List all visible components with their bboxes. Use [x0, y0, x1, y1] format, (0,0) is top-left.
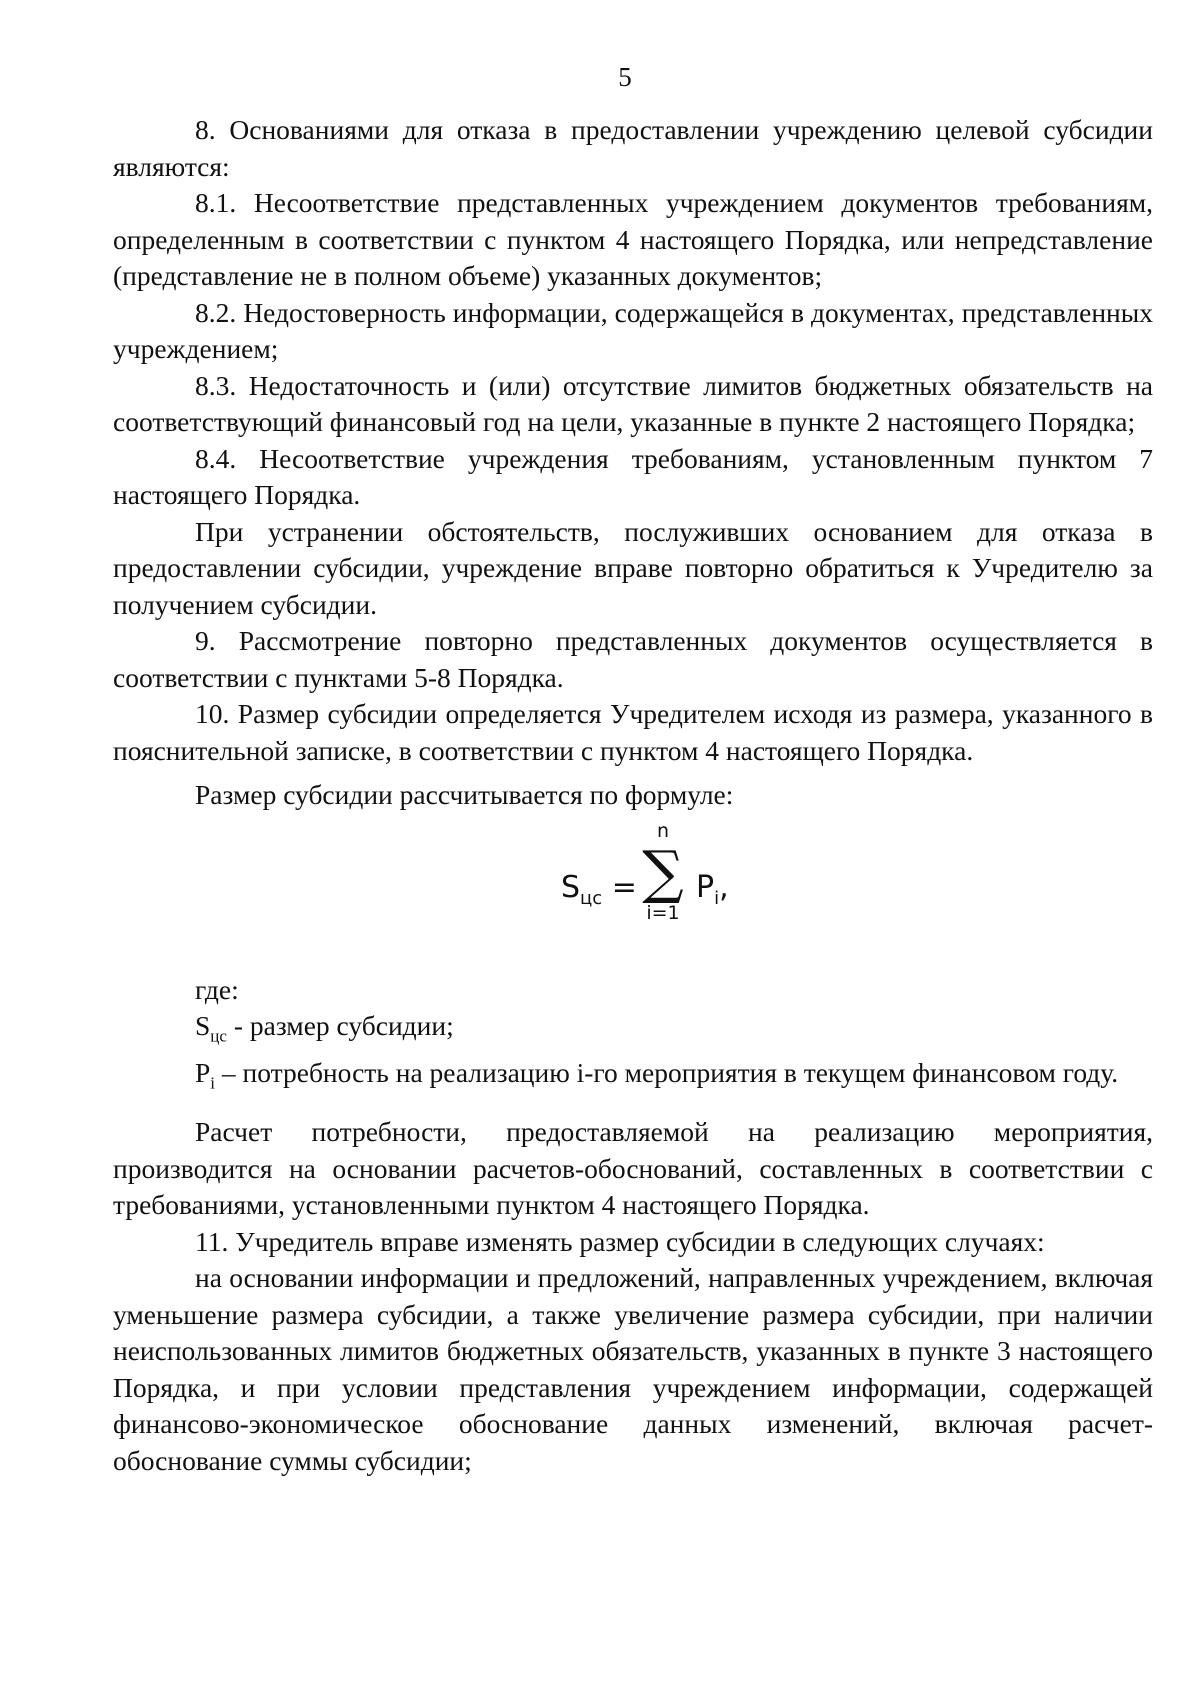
definition-p-subscript: i [210, 1073, 216, 1093]
definition-p-text: – потребность на реализацию i-го мероприятия в текущем финансовом году. [215, 1057, 1119, 1088]
paragraph-11: 11. Учредитель вправе изменять размер субсидии в следующих случаях: [195, 1225, 1045, 1257]
paragraph-8-2: 8.2. Недостоверность информации, содержащейся в документах, представленных учреждением; [113, 296, 1153, 364]
formula-term [696, 870, 729, 918]
paragraph-8-4: 8.4. Несоответствие учреждения требованиям, установленным пунктом 7 настоящего Порядка. [113, 442, 1153, 510]
paragraph-8-3: 8.3. Недостаточность и (или) отсутствие лимитов бюджетных обязательств на соответствующий финансовый год на цели, указанные в пункте 2 настоящего Порядка; [113, 369, 1153, 437]
subsidy-formula [113, 820, 1153, 970]
formula-term-symbol: P [696, 869, 715, 905]
sigma-symbol: ∑ [642, 837, 684, 906]
paragraph-10-calc: Расчет потребности, предоставляемой на реализацию мероприятия, производится на основании расчетов-обоснований, составленных в соответствии с требованиями, установленными пунктом 4 настоящего Порядка. [113, 1116, 1153, 1220]
where-label: где: [195, 973, 239, 1005]
formula-lhs [561, 870, 637, 918]
formula-intro: Размер субсидии рассчитывается по формуле: [195, 779, 734, 810]
formula-lhs-subscript: цс [580, 887, 603, 909]
paragraph-10: 10. Размер субсидии определяется Учредителем исходя из размера, указанного в пояснительной записке, в соответствии с пунктом 4 настоящего Порядка. [113, 698, 1153, 766]
document-body [113, 112, 1153, 1479]
paragraph-8-1: 8.1. Несоответствие представленных учреждением документов требованиям, определенным в соответствии с пунктом 4 настоящего Порядка, или непредставление (представление не в полном объеме) указанных документов; [113, 187, 1153, 291]
formula-summation [633, 820, 693, 924]
formula-lhs-symbol: S [561, 869, 581, 905]
formula-term-suffix: , [719, 869, 729, 905]
definition-p [113, 1055, 1153, 1102]
definition-s-subscript: цс [210, 1026, 227, 1046]
formula-equals: = [611, 869, 637, 905]
definition-p-symbol: P [195, 1057, 211, 1088]
formula-upper-limit: n [656, 819, 670, 842]
definition-s-symbol: S [195, 1010, 211, 1041]
paragraph-9: 9. Рассмотрение повторно представленных документов осуществляется в соответствии с пунктами 5-8 Порядка. [113, 625, 1153, 693]
definition-s-text: - размер субсидии; [226, 1010, 454, 1041]
paragraph-11-case-1: на основании информации и предложений, направленных учреждением, включая уменьшение размера субсидии, а также увеличение размера субсидии, при наличии неиспользованных лимитов бюджетных обязательств, указанных в пункте 3 настоящего Порядка, и при условии представления учреждением информации, содержащей финансово-экономическое обоснование данных изменений, включая расчет-обоснование суммы субсидии; [113, 1262, 1153, 1476]
page-number: 5 [618, 62, 632, 92]
formula-term-subscript: i [714, 887, 720, 909]
definition-s [113, 1008, 1153, 1055]
paragraph-8-tail: При устранении обстоятельств, послуживших основанием для отказа в предоставлении субсидии, учреждение вправе повторно обратиться к Учредителю за получением субсидии. [113, 515, 1153, 620]
formula-lower-limit: i=1 [646, 901, 680, 924]
paragraph-8: 8. Основаниями для отказа в предоставлении учреждению целевой субсидии являются: [113, 114, 1153, 182]
